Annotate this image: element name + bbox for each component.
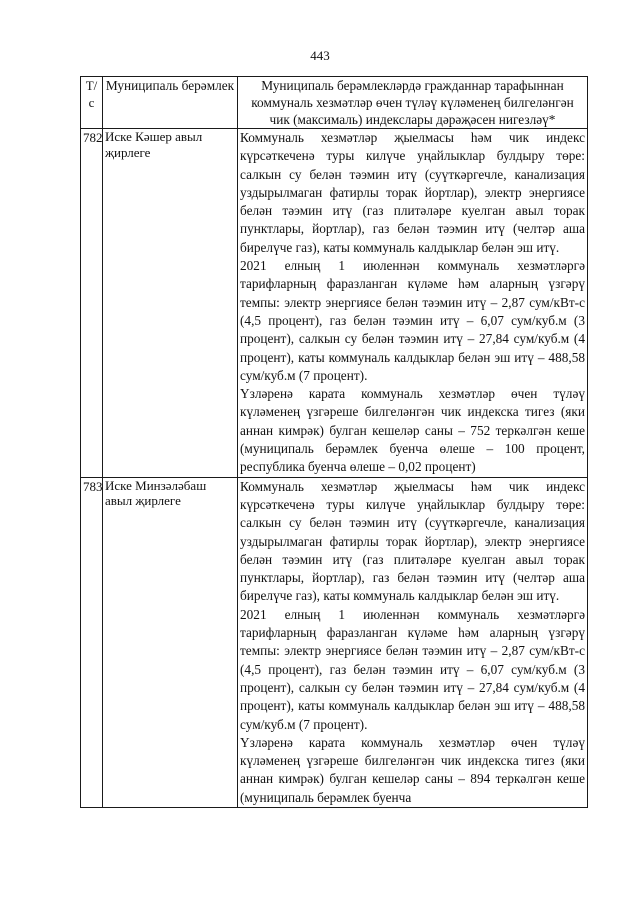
paragraph-population: Үзләренә карата коммуналь хезмәтләр өчен түләү күләменең үзгәреше билгеләнгән чик индекска тигез (яки аннан кимрәк) булган кешеләр саны – 894 теркәлгән кеше (муниципаль берәмлек буенча <box>240 734 585 805</box>
table-row <box>81 129 588 478</box>
paragraph-tariffs: 2021 елның 1 июленнән коммуналь хезмәтләргә тарифларның фаразланган күләме һәм аларның үзгәрү темпы: электр энергиясе белән тәэмин итү – 2,87 сум/кВт-с (4,5 процент), газ белән тәэмин итү – 6,07 сум/куб.м (3 процент), салкын су белән тәэмин итү – 27,84 сум/куб.м (4 процент), каты коммуналь калдыклар белән эш итү – 488,58 сум/куб.м (7 процент). <box>240 606 585 732</box>
table-header-row <box>81 77 588 129</box>
header-description: Муниципаль берәмлекләрдә гражданнар тарафыннан коммуналь хезмәтләр өчен түләү күләменең билгеләнгән чик (максималь) индекслары дәрәҗәсен нигезләү* <box>238 77 588 129</box>
row-number: 782 <box>81 129 103 478</box>
row-number: 783 <box>81 477 103 807</box>
paragraph-amenities: Коммуналь хезмәтләр җыелмасы һәм чик индекс күрсәткеченә туры килүче уңайлыклар булдыру төре: салкын су белән тәэмин итү (суүткәргечле, канализация уздырылмаган фатирлы торак йортлар), электр энергиясе белән тәэмин итү (газ плитәләре куелган авыл торак пунктлары, йортлар), газ белән тәэмин итү (челтәр аша бирелүче газ), каты коммуналь калдыклар белән эш итү. <box>240 130 585 255</box>
table-row <box>81 477 588 807</box>
row-description <box>238 477 588 807</box>
municipal-tariff-table <box>80 76 588 808</box>
page-number: 443 <box>310 48 330 63</box>
header-municipality: Муниципаль берәмлек <box>103 77 238 129</box>
paragraph-population: Үзләренә карата коммуналь хезмәтләр өчен түләү күләменең үзгәреше билгеләнгән чик индекска тигез (яки аннан кимрәк) булган кешеләр саны – 752 теркәлгән кеше (муниципаль берәмлек буенча өлеше – 100 процент, республика буенча өлеше – 0,02 процент) <box>240 386 585 475</box>
paragraph-amenities: Коммуналь хезмәтләр җыелмасы һәм чик индекс күрсәткеченә туры килүче уңайлыклар булдыру төре: салкын су белән тәэмин итү (суүткәргечле, канализация уздырылмаган фатирлы торак йортлар), электр энергиясе белән тәэмин итү (газ плитәләре куелган авыл торак пунктлары, йортлар), газ белән тәэмин итү (челтәр аша бирелүче газ), каты коммуналь калдыклар белән эш итү. <box>240 478 585 604</box>
header-num: Т/с <box>81 77 103 129</box>
row-description <box>238 129 588 478</box>
paragraph-tariffs: 2021 елның 1 июленнән коммуналь хезмәтләргә тарифларның фаразланган күләме һәм аларның үзгәрү темпы: электр энергиясе белән тәэмин итү – 2,87 сум/кВт-с (4,5 процент), газ белән тәэмин итү – 6,07 сум/куб.м (3 процент), салкын су белән тәэмин итү – 27,84 сум/куб.м (4 процент), каты коммуналь калдыклар белән эш итү – 488,58 сум/куб.м (7 процент). <box>240 258 585 383</box>
municipality-name: Иске Кәшер авыл җирлеге <box>103 129 238 478</box>
municipality-name: Иске Минзәләбаш авыл җирлеге <box>103 477 238 807</box>
